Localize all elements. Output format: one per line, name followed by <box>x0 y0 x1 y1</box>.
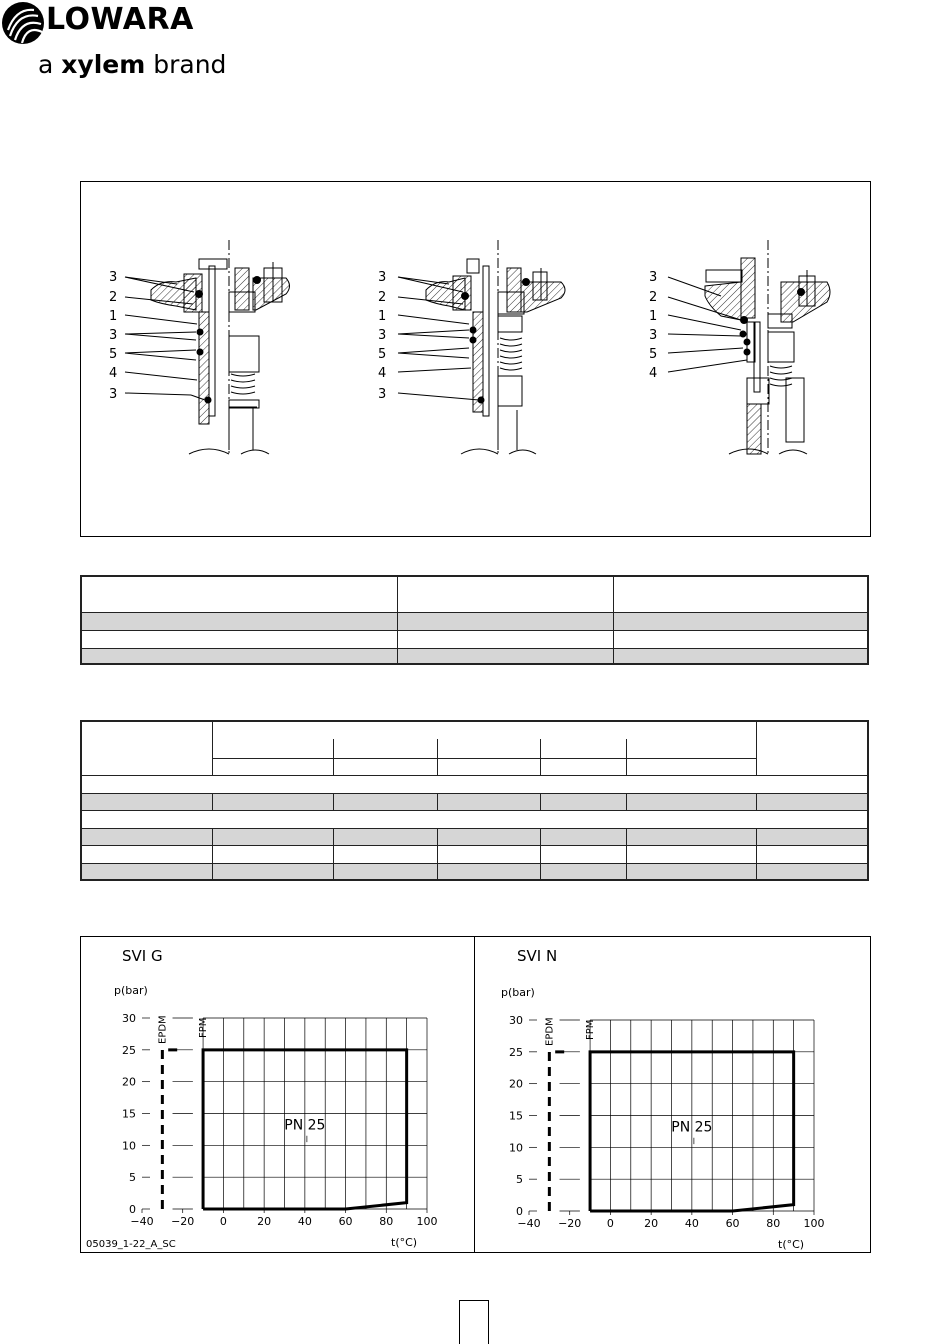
callout-middle-7: 3 <box>378 387 387 402</box>
lowara-logo <box>0 0 227 80</box>
x-tick-label: 40 <box>297 1215 312 1228</box>
callout-left-5: 5 <box>109 347 118 362</box>
y-tick-label: 30 <box>122 1012 136 1025</box>
y-axis-label: p(bar) <box>501 986 535 999</box>
y-tick-label: 10 <box>509 1141 523 1155</box>
table-group-row <box>81 810 868 828</box>
x-tick-label: −40 <box>130 1215 154 1228</box>
x-tick-label: 60 <box>725 1217 740 1230</box>
x-axis-label: t(°C) <box>778 1238 805 1251</box>
y-tick-label: 20 <box>509 1077 523 1091</box>
callout-right-1: 3 <box>649 270 658 285</box>
seal-drawings-frame <box>80 181 871 537</box>
table-row <box>81 630 868 648</box>
callout-left-1: 3 <box>109 270 118 285</box>
chart-footnote: 05039_1-22_A_SC <box>86 1239 176 1250</box>
callout-left-7: 3 <box>109 387 118 402</box>
table-group-row <box>81 775 868 793</box>
y-axis-label: p(bar) <box>114 984 148 997</box>
callout-right-5: 5 <box>649 347 658 362</box>
callout-middle-3: 1 <box>378 309 387 324</box>
mechanical-seal-drawings <box>81 182 870 536</box>
x-tick-label: 80 <box>379 1215 394 1228</box>
callout-middle-5: 5 <box>378 347 387 362</box>
x-axis-label: t(°C) <box>391 1236 418 1249</box>
y-tick-label: 10 <box>122 1139 136 1153</box>
table-row <box>81 648 868 664</box>
x-tick-label: 40 <box>684 1217 699 1230</box>
brand-name: LOWARA <box>46 2 194 37</box>
y-tick-label: 15 <box>122 1107 136 1121</box>
pn-label: PN 25 <box>284 1117 326 1134</box>
fpm-label: FPM <box>585 1019 597 1040</box>
seal-drawing-middle <box>398 240 565 454</box>
x-tick-label: 20 <box>257 1215 272 1228</box>
callout-middle-1: 3 <box>378 270 387 285</box>
brand-tagline: a xylem brand <box>38 50 227 79</box>
chart-title: SVI G <box>122 947 163 965</box>
x-tick-label: 80 <box>766 1217 781 1230</box>
y-tick-label: 5 <box>516 1173 523 1187</box>
y-tick-label: 30 <box>509 1014 523 1027</box>
y-tick-label: 5 <box>129 1171 136 1185</box>
callout-right-3: 1 <box>649 309 658 324</box>
pt-chart-svi-g <box>80 936 474 1253</box>
lowara-swirl-icon <box>0 0 46 46</box>
table-row <box>81 845 868 863</box>
seal-drawing-left <box>125 240 290 454</box>
callout-left-4: 3 <box>109 328 118 343</box>
x-tick-label: 60 <box>338 1215 353 1228</box>
table-header-row <box>81 576 868 612</box>
callout-right-6: 4 <box>649 366 658 381</box>
seal-versions-table <box>80 720 869 881</box>
callout-left-6: 4 <box>109 366 118 381</box>
chart-title: SVI N <box>517 947 558 965</box>
callout-left-3: 1 <box>109 309 118 324</box>
x-tick-label: 20 <box>644 1217 659 1230</box>
page-number-box <box>459 1300 489 1344</box>
fpm-label: FPM <box>198 1017 210 1038</box>
y-tick-label: 25 <box>509 1045 523 1059</box>
y-tick-label: 15 <box>509 1109 523 1123</box>
y-tick-label: 0 <box>129 1203 136 1216</box>
callout-middle-6: 4 <box>378 366 387 381</box>
table-row <box>81 863 868 880</box>
epdm-label: EPDM <box>157 1015 169 1044</box>
pn-label: PN 25 <box>671 1119 713 1136</box>
callout-middle-4: 3 <box>378 328 387 343</box>
y-tick-label: 0 <box>516 1205 523 1218</box>
table-row <box>81 793 868 810</box>
x-tick-label: −20 <box>171 1215 195 1228</box>
x-tick-label: −20 <box>558 1217 582 1230</box>
series-epdm-line <box>162 1050 182 1209</box>
x-tick-label: 0 <box>606 1217 614 1230</box>
pt-chart-svi-n <box>475 936 869 1253</box>
y-tick-label: 20 <box>122 1075 136 1089</box>
callout-right-4: 3 <box>649 328 658 343</box>
callout-middle-2: 2 <box>378 290 387 305</box>
callout-left-2: 2 <box>109 290 118 305</box>
y-tick-label: 25 <box>122 1043 136 1057</box>
epdm-label: EPDM <box>544 1017 556 1046</box>
seal-drawing-right <box>668 240 830 454</box>
x-tick-label: 0 <box>219 1215 227 1228</box>
callout-right-2: 2 <box>649 290 658 305</box>
table-row <box>81 828 868 845</box>
x-tick-label: 100 <box>416 1215 438 1228</box>
x-tick-label: −40 <box>517 1217 541 1230</box>
series-epdm-line <box>549 1052 569 1211</box>
table-header-row <box>81 721 868 739</box>
table-row <box>81 612 868 630</box>
seal-materials-table <box>80 575 869 665</box>
x-tick-label: 100 <box>803 1217 825 1230</box>
